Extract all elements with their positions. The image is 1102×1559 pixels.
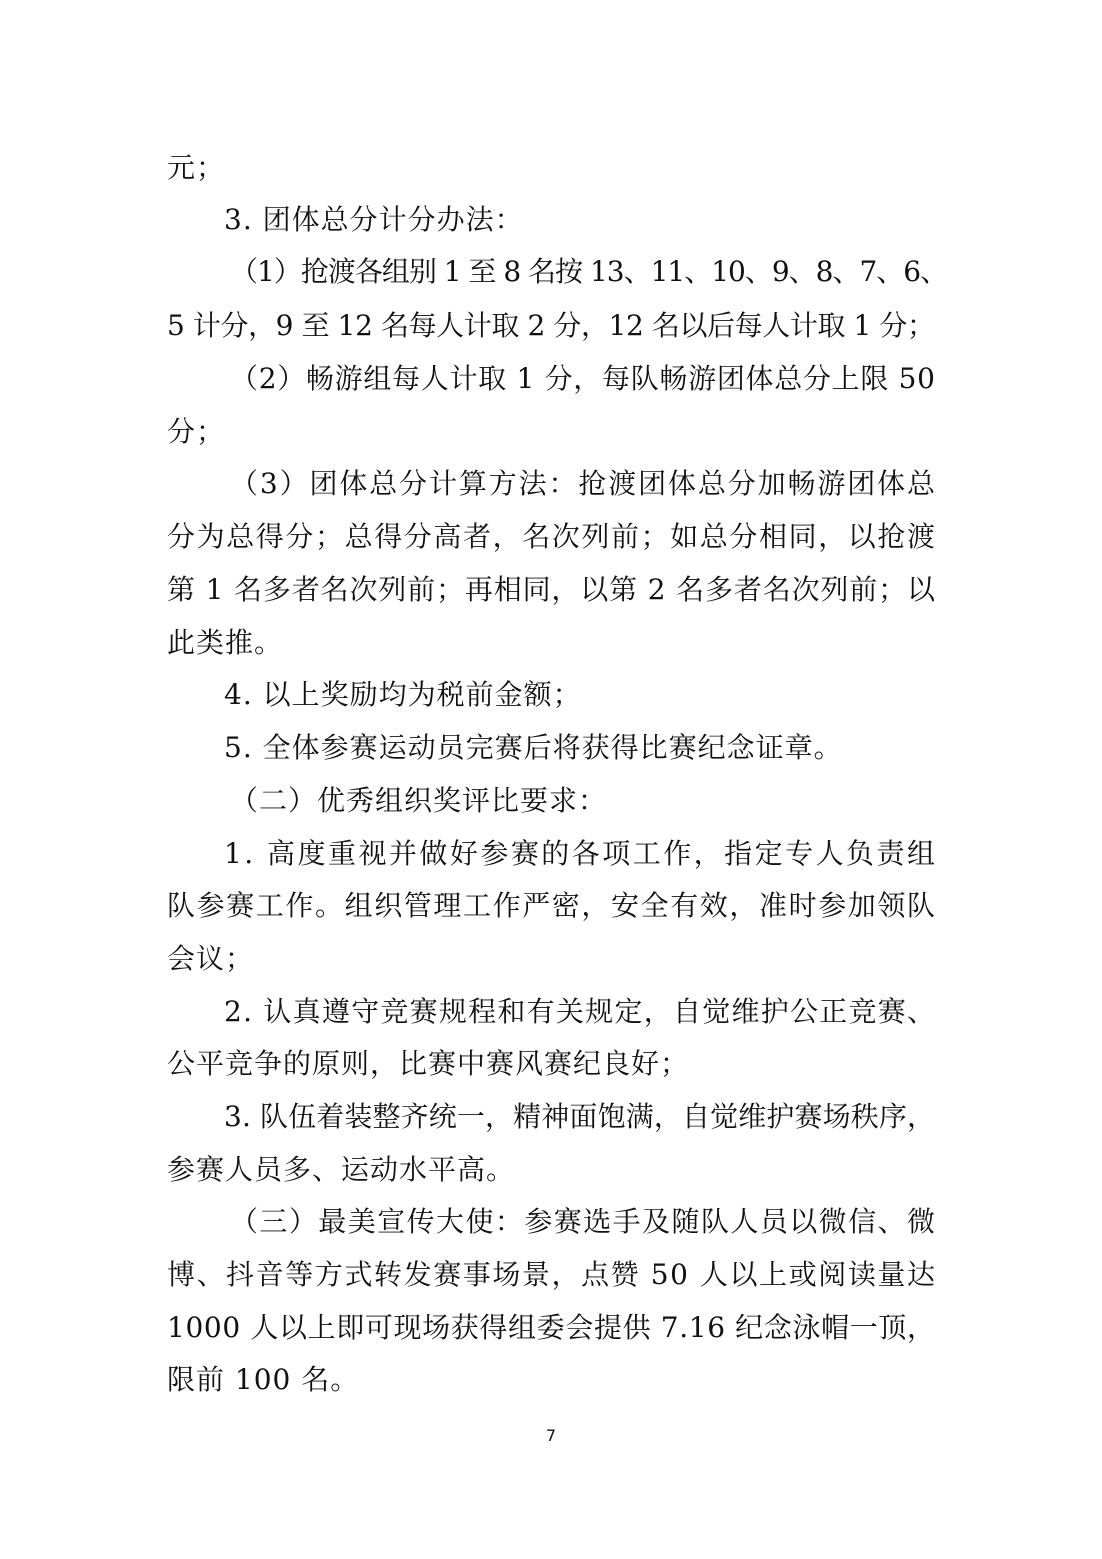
text-line: 分； [167,415,226,448]
text-line: 公平竞争的原则，比赛中赛风赛纪良好； [167,1047,690,1080]
text-line: 分为总得分；总得分高者，名次列前；如总分相同，以抢渡 [167,520,937,553]
text-line: 博、抖音等方式转发赛事场景，点赞 50 人以上或阅读量达 [167,1258,937,1291]
page-number: 7 [545,1426,557,1445]
text-line: 1000 人以上即可现场获得组委会提供 7.16 纪念泳帽一顶， [167,1311,936,1344]
text-line: （2）畅游组每人计取 1 分，每队畅游团体总分上限 50 [230,362,936,395]
text-line: （二）优秀组织奖评比要求： [230,784,608,817]
text-line: 第 1 名多者名次列前；再相同，以第 2 名多者名次列前；以 [167,573,936,606]
text-line: 5 计分，9 至 12 名每人计取 2 分，12 名以后每人计取 1 分； [167,309,935,342]
text-line: 队参赛工作。组织管理工作严密，安全有效，准时参加领队 [167,889,937,922]
text-line: 3. 队伍着装整齐统一，精神面饱满，自觉维护赛场秩序， [224,1100,936,1133]
text-line: 1. 高度重视并做好参赛的各项工作，指定专人负责组 [224,837,938,870]
text-line: 此类推。 [167,626,284,659]
text-line: （三）最美宣传大使：参赛选手及随队人员以微信、微 [230,1205,937,1238]
text-line: 5. 全体参赛运动员完赛后将获得比赛纪念证章。 [224,731,843,764]
text-line: （1）抢渡各组别 1 至 8 名按 13、11、10、9、8、7、6、 [230,255,948,288]
text-line: 4. 以上奖励均为税前金额； [224,678,582,711]
text-line: 会议； [167,942,255,975]
text-line: 3. 团体总分计分办法： [224,203,524,236]
text-line: 参赛人员多、运动水平高。 [167,1153,516,1186]
text-line: 2. 认真遵守竞赛规程和有关规定，自觉维护公正竞赛、 [224,995,937,1028]
text-line: （3）团体总分计算方法：抢渡团体总分加畅游团体总 [230,467,937,500]
text-line: 元； [167,151,226,184]
text-line: 限前 100 名。 [167,1363,360,1396]
